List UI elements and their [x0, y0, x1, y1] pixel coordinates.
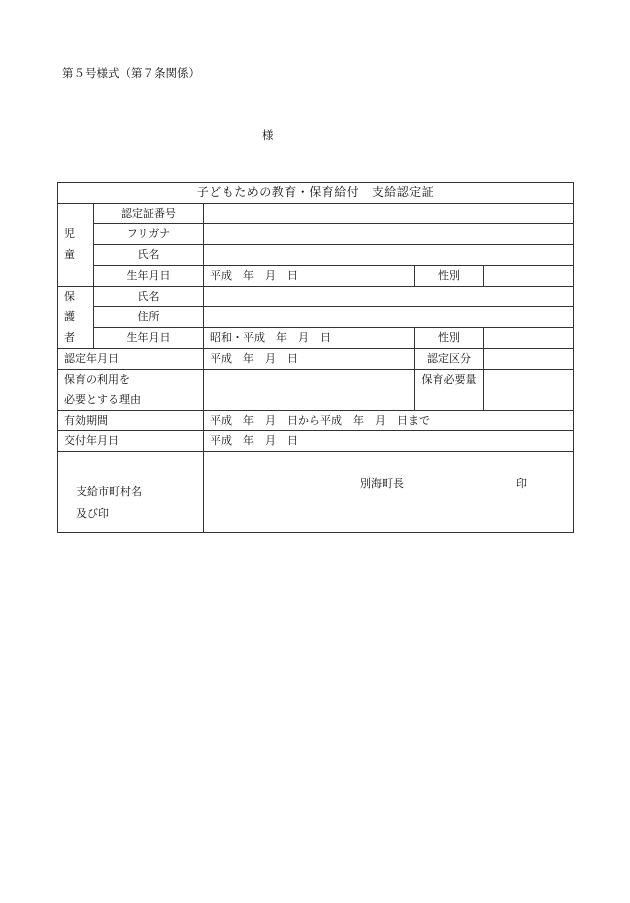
child-name-label: 氏名 [94, 245, 204, 266]
child-name-row [58, 245, 574, 266]
cert-category-label: 認定区分 [415, 349, 484, 370]
child-gender-field[interactable] [484, 265, 574, 286]
child-group-char-2: 童 [64, 247, 75, 261]
municipality-seal-area [204, 451, 574, 532]
child-cert-number-label: 認定証番号 [94, 203, 204, 224]
child-furigana-field[interactable] [204, 224, 574, 245]
guardian-group-char-1: 保 [64, 289, 75, 303]
guardian-address-row [58, 307, 574, 328]
child-group-label [58, 203, 94, 286]
child-birthdate-field[interactable]: 平成 年 月 日 [204, 265, 415, 286]
guardian-birthdate-field[interactable]: 昭和・平成 年 月 日 [204, 328, 415, 349]
seal-mark: 印 [516, 476, 528, 490]
child-group-char-1: 児 [64, 227, 75, 240]
reason-field[interactable] [204, 369, 415, 410]
addressee-suffix: 様 [262, 128, 274, 142]
child-cert-number-field[interactable] [204, 203, 574, 224]
child-name-field[interactable] [204, 245, 574, 266]
cert-date-row [58, 349, 574, 370]
validity-label: 有効期間 [58, 410, 204, 431]
child-furigana-label: フリガナ [94, 224, 204, 245]
guardian-birthdate-row [58, 328, 574, 349]
validity-row [58, 410, 574, 431]
guardian-group-char-3: 者 [64, 330, 75, 344]
guardian-group-label [58, 286, 94, 349]
guardian-gender-label: 性別 [415, 328, 484, 349]
cert-date-field[interactable]: 平成 年 月 日 [204, 349, 415, 370]
municipality-label [58, 451, 204, 532]
child-birthdate-row [58, 265, 574, 286]
guardian-gender-field[interactable] [484, 328, 574, 349]
care-need-label: 保育必要量 [415, 369, 484, 410]
mayor-text: 別海町長 [360, 476, 404, 490]
reason-label [58, 369, 204, 410]
municipality-label-line2: 及び印 [76, 506, 109, 520]
guardian-name-label: 氏名 [94, 286, 204, 307]
child-gender-label: 性別 [415, 265, 484, 286]
reason-row [58, 369, 574, 410]
care-need-field[interactable] [484, 369, 574, 410]
guardian-name-row [58, 286, 574, 307]
validity-field[interactable]: 平成 年 月 日から平成 年 月 日まで [204, 410, 574, 431]
reason-label-line2: 必要とする理由 [64, 392, 141, 406]
title-row [58, 183, 574, 204]
certificate-title: 子どもための教育・保育給付 支給認定証 [58, 183, 574, 204]
cert-category-field[interactable] [484, 349, 574, 370]
guardian-address-label: 住所 [94, 307, 204, 328]
child-cert-number-row [58, 203, 574, 224]
issue-date-label: 交付年月日 [58, 431, 204, 452]
certificate-table [57, 182, 574, 533]
form-reference: 第５号様式（第７条関係） [62, 66, 200, 80]
municipality-label-line1: 支給市町村名 [76, 484, 142, 498]
guardian-address-field[interactable] [204, 307, 574, 328]
child-birthdate-label: 生年月日 [94, 265, 204, 286]
guardian-group-char-2: 護 [64, 310, 75, 323]
guardian-name-field[interactable] [204, 286, 574, 307]
issue-date-field[interactable]: 平成 年 月 日 [204, 431, 574, 452]
cert-date-label: 認定年月日 [58, 349, 204, 370]
municipality-row [58, 451, 574, 532]
issue-date-row [58, 431, 574, 452]
reason-label-line1: 保育の利用を [64, 372, 130, 386]
child-furigana-row [58, 224, 574, 245]
guardian-birthdate-label: 生年月日 [94, 328, 204, 349]
